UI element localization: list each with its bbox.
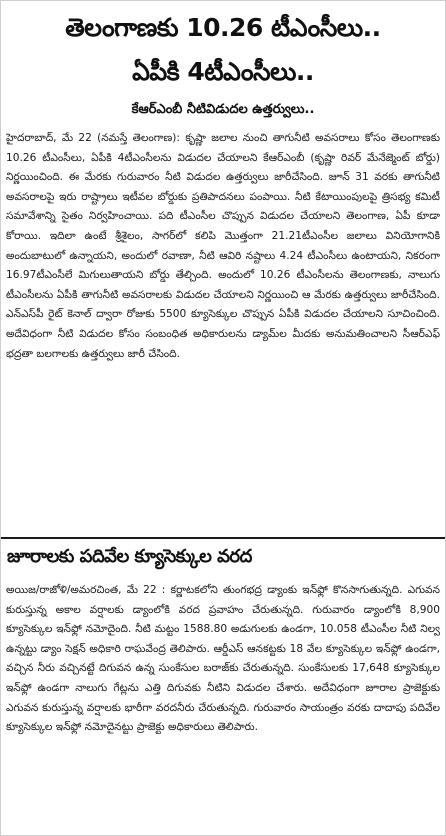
story-1-headline-line-1: తెలంగాణకు 10.26 టీఎంసీలు..	[65, 13, 381, 42]
story-2-body: అయిజ/రాజోళి/అమరచింత, మే 22 : కర్ణాటకలోని తుంగభద్ర డ్యాంకు ఇన్‌ఫ్లో కొనసాగుతున్నది. ఎగువన కురుస్తున్న అకాల వర్షాలకు డ్యాంలోకి వరద ప్రవాహం చేరుతున్నది. గురువారం డ్యాంలోకి 8,900 క్యూసెక్కుల ఇన్‌ఫ్లో నమోదైంది. నీటి మట్టం 1588.80 అడుగులకు ఉండగా, 10.058 టీఎంసీల నీటి నిల్వ ఉన్నట్టు డ్యాం సెక్షన్ అధికారి రాఘవేంద్ర తెలిపారు. ఆర్డీఎస్ ఆనకట్టకు 18 వేల క్యూసెక్కుల ఇన్‌ఫ్లో ఉండగా, వచ్చిన నీరు వచ్చినట్టే దిగువన ఉన్న సుంకేసుల బరాజ్‌కు చేరుతున్నది. సుంకేసులకు 17,648 క్యూసెక్కుల ఇన్‌ఫ్లో ఉండగా నాలుగు గేట్లను ఎత్తి దిగువకు నీటిని విడుదల చేశారు. అదేవిధంగా జూరాల ప్రాజెక్టుకు ఎగువన కురుస్తున్న వర్షాలకు భారీగా వరదనీరు చేరుతున్నది. గురువారం సాయంత్రం వరకు దాదాపు పదివేల క్యూసెక్కుల ఇన్‌ఫ్లో నమోదైనట్టు ప్రాజెక్టు అధికారులు తెలిపారు.	[6, 584, 440, 734]
story-1-headline-line-2: ఏపీకి 4టీఎంసీలు..	[132, 57, 314, 86]
story-1-subheadline: కేఆర్ఎంబీ నీటివిడుదల ఉత్తర్వులు..	[131, 102, 315, 117]
story-2-headline: జూరాలకు పదివేల క్యూసెక్కుల వరద	[7, 546, 252, 567]
story-1-body: హైదరాబాద్, మే 22 (నమస్తే తెలంగాణ): కృష్ణా జలాల నుంచి తాగునీటి అవసరాలు కోసం తెలంగాణకు 10.26 టీఎంసీలు, ఏపీకి 4టీఎంసీలను విడుదల చేయాలని కేఆర్ఎంబీ (కృష్ణా రివర్ మేనేజ్మెంట్ బోర్డు) నిర్ణయించింది. ఈ మేరకు గురువారం నీటి విడుదల ఉత్తర్వులు జారీచేసింది. జూన్ 31 వరకు తాగునీటి అవసరాలపై ఇరు రాష్ట్రాలు ఇటీవల బోర్డుకు ప్రతిపాదనలు పంపాయి. నీటి కేటాయింపులపై త్రిసభ్య కమిటీ సమావేశాన్ని సైతం నిర్వహించాయి. పది టీఎంసీల చొప్పున విడుదల చేయాలని తెలంగాణ, ఏపీ కూడా కోరాయి. ఇదిలా ఉంటే శ్రీశైలం, సాగర్‌లో కలిపి మొత్తంగా 21.21టీఎంసీల జలాలు వినియోగానికి అందుబాటులో ఉన్నాయని, అందులో రవాణా, నీటి ఆవిరి నష్టాలు 4.24 టీఎంసీలు ఉంటాయని, నికరంగా 16.97టీఎంసీలే మిగులుతాయని బోర్డు తేల్చింది. అందులో 10.26 టీఎంసీలను తెలంగాణకు, నాలుగు టీఎంసీలను ఏపీకి తాగునీటి అవసరాలకు విడుదల చేయాలని నిర్ణయించి ఆ మేరకు ఉత్తర్వులు జారీచేసింది. ఎన్ఎస్‌పీ రైట్ కెనాల్ ద్వారా రోజుకు 5500 క్యూసెక్కుల చొప్పున ఏపీకి విడుదల చేయాలని సూచించింది. అదేవిధంగా నీటి విడుదల కోసం సంబంధిత అధికారులను డ్యామ్‌ల మీదకు అనుమతించాలని సీఆర్ఎఫ్ భద్రతా బలగాలకు ఉత్తర్వులు జారీ చేసింది.	[6, 132, 440, 360]
section-divider	[1, 537, 445, 539]
